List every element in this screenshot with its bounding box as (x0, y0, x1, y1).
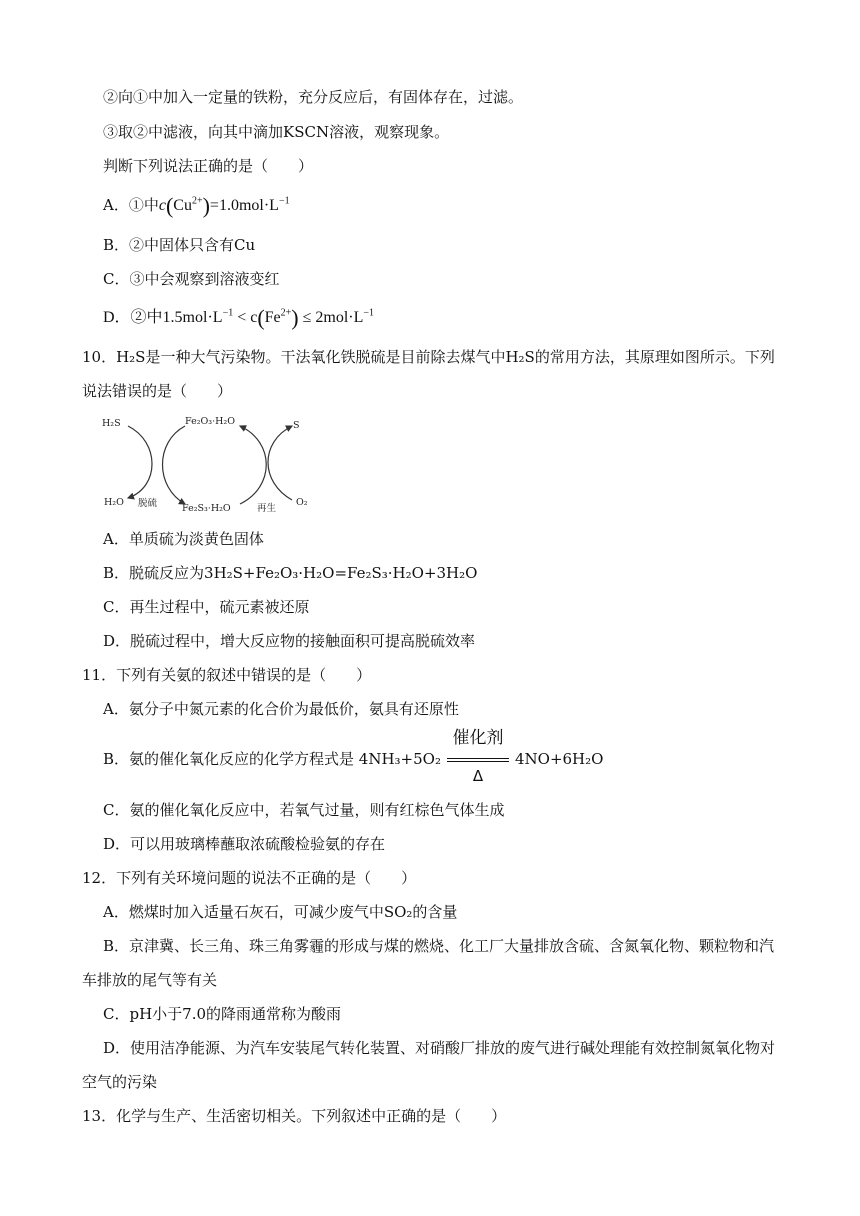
q9-option-a: A．①中$c(Cu^{2+})=1.0mol\cdot L^{-1}$ (103, 193, 290, 218)
arrow-right-up (240, 426, 266, 504)
arrow-left-down (128, 426, 152, 498)
q12-option-d-line2: 空气的污染 (82, 1073, 158, 1091)
q11-option-b: B．氨的催化氧化反应的化学方程式是 4NH₃+5O₂ 催化剂 Δ 4NO+6H₂O (103, 728, 604, 785)
q12-option-c: C．pH小于7.0的降雨通常称为酸雨 (103, 1005, 342, 1023)
step-2-text: ②向①中加入一定量的铁粉，充分反应后，有固体存在，过滤。 (103, 88, 524, 106)
q11-option-d: D．可以用玻璃棒蘸取浓硫酸检验氨的存在 (103, 835, 386, 853)
reaction-condition: 催化剂 Δ (447, 749, 509, 771)
q12-stem: 12．下列有关环境问题的说法不正确的是（ ） (82, 869, 417, 887)
q12-option-a: A．燃煤时加入适量石灰石，可减少废气中SO₂的含量 (103, 903, 458, 921)
q9-judge-prompt: 判断下列说法正确的是（ ） (103, 157, 314, 175)
q10-option-c: C．再生过程中，硫元素被还原 (103, 598, 310, 616)
q9-option-d: D．②中$1.5mol\cdot L^{-1} < c(Fe^{2+}) \le 2mol\cdot L^{-1}$ (103, 305, 375, 330)
q11-option-c: C．氨的催化氧化反应中，若氧气过量，则有红棕色气体生成 (103, 801, 505, 819)
label-fe2s3: Fe₂S₃·H₂O (182, 503, 231, 514)
q10-stem-line1: 10．H₂S是一种大气污染物。干法氧化铁脱硫是目前除去煤气中H₂S的常用方法，其原理如图所示。下列 (82, 348, 775, 366)
label-h2o: H₂O (104, 497, 124, 508)
step-3-text: ③取②中滤液，向其中滴加KSCN溶液，观察现象。 (103, 123, 450, 141)
label-tuoliu: 脱硫 (138, 498, 158, 509)
desulfurization-cycle-diagram (100, 412, 320, 517)
q11-option-a: A．氨分子中氮元素的化合价为最低价，氨具有还原性 (103, 700, 459, 718)
label-o2: O₂ (296, 497, 308, 508)
q10-option-a: A．单质硫为淡黄色固体 (103, 530, 264, 548)
q10-option-d: D．脱硫过程中，增大反应物的接触面积可提高脱硫效率 (103, 632, 476, 650)
label-h2s: H₂S (102, 418, 121, 429)
q10-stem-line2: 说法错误的是（ ） (82, 382, 233, 400)
q12-option-b-line1: B．京津冀、长三角、珠三角雾霾的形成与煤的燃烧、化工厂大量排放含硫、含氮氧化物、颗粒物和汽 (103, 937, 775, 955)
arrow-center-down (163, 426, 186, 504)
label-s: S (293, 420, 300, 431)
q12-option-b-line2: 车排放的尾气等有关 (82, 971, 218, 989)
q10-option-b: B．脱硫反应为3H₂S+Fe₂O₃·H₂O=Fe₂S₃·H₂O+3H₂O (103, 564, 478, 582)
q11-stem: 11．下列有关氨的叙述中错误的是（ ） (82, 666, 372, 684)
arrow-far-right-up (268, 426, 292, 500)
q9-option-b: B．②中固体只含有Cu (103, 236, 256, 254)
q9-option-c: C．③中会观察到溶液变红 (103, 270, 280, 288)
q12-option-d-line1: D．使用洁净能源、为汽车安装尾气转化装置、对硝酸厂排放的废气进行碱处理能有效控制氮氧化物对 (103, 1039, 776, 1057)
label-zaisheng: 再生 (257, 503, 277, 514)
q13-stem: 13．化学与生产、生活密切相关。下列叙述中正确的是（ ） (82, 1107, 507, 1125)
label-fe2o3: Fe₂O₃·H₂O (185, 416, 236, 427)
